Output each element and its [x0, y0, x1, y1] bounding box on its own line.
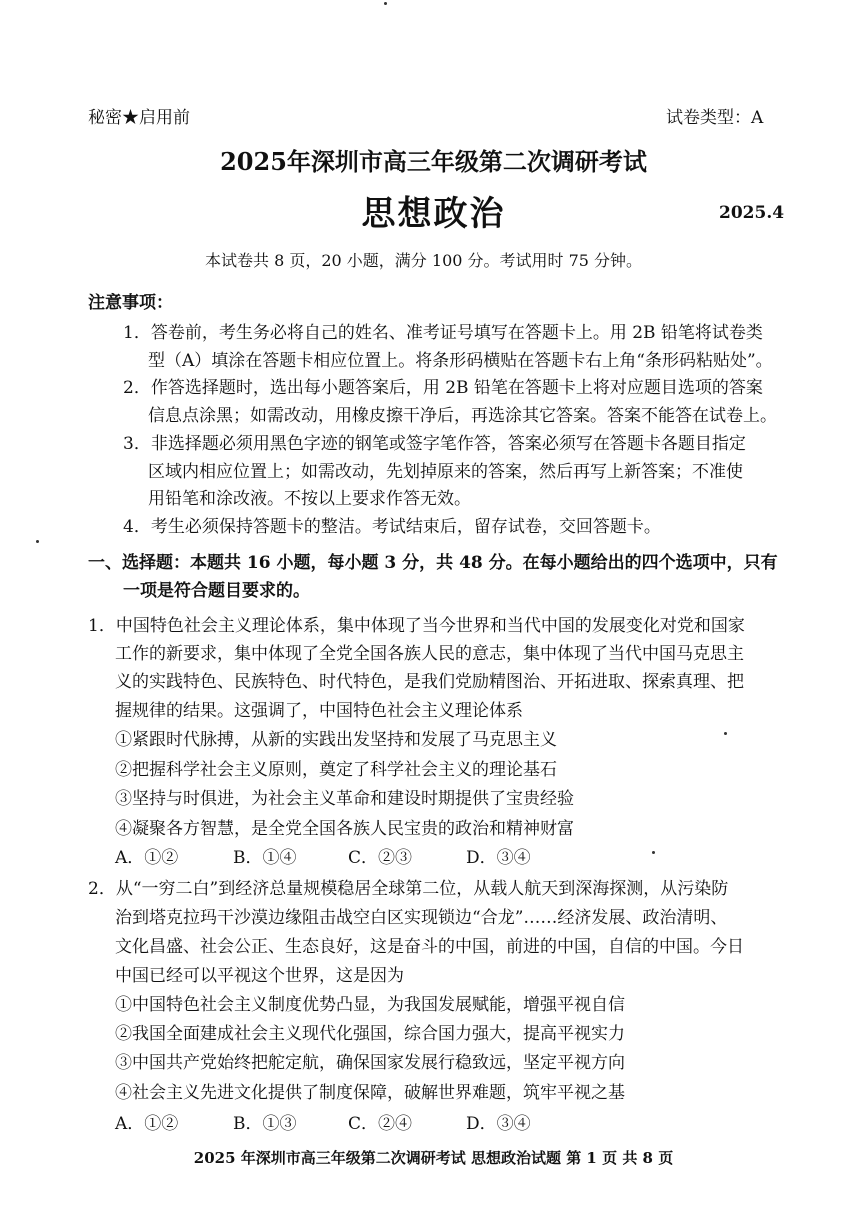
question-1-statement: ③坚持与时俱进，为社会主义革命和建设时期提供了宝贵经验 — [115, 789, 574, 809]
exam-date: 2025.4 — [719, 203, 785, 223]
option-d: D．③④ — [466, 848, 531, 868]
question-1-options — [115, 843, 531, 868]
notes-line: 3．非选择题必须用黑色字迹的钢笔或签字笔作答，答案必须写在答题卡各题目指定 — [123, 434, 746, 454]
question-2-statement: ①中国特色社会主义制度优势凸显，为我国发展赋能，增强平视自信 — [115, 995, 625, 1015]
question-2-statement: ②我国全面建成社会主义现代化强国，综合国力强大，提高平视实力 — [115, 1024, 625, 1044]
notes-heading: 注意事项： — [88, 293, 173, 313]
notes-line: 4．考生必须保持答题卡的整洁。考试结束后，留存试卷，交回答题卡。 — [123, 517, 661, 537]
question-1-statement: ①紧跟时代脉搏，从新的实践出发坚持和发展了马克思主义 — [115, 730, 557, 750]
section-heading-cont: 一项是符合题目要求的。 — [123, 581, 310, 601]
option-c: C．②③ — [348, 848, 413, 868]
question-2-options — [115, 1109, 531, 1134]
notes-line: 型（A）填涂在答题卡相应位置上。将条形码横贴在答题卡右上角“条形码粘贴处”。 — [148, 351, 773, 371]
notes-line: 信息点涂黑；如需改动，用橡皮擦干净后，再选涂其它答案。答案不能答在试卷上。 — [148, 406, 777, 426]
scan-speck — [652, 851, 655, 854]
question-2-stem: 2．从“一穷二白”到经济总量规模稳居全球第二位，从载人航天到深海探测，从污染防 — [88, 879, 729, 899]
exam-title: 2025年深圳市高三年级第二次调研考试 — [220, 147, 647, 176]
option-b: B．①④ — [233, 848, 297, 868]
option-b: B．①③ — [233, 1114, 297, 1134]
question-1-stem: 义的实践特色、民族特色、时代特色，是我们党励精图治、开拓进取、探索真理、把 — [115, 672, 744, 692]
question-2-stem: 治到塔克拉玛干沙漠边缘阻击战空白区实现锁边“合龙”……经济发展、政治清明、 — [115, 908, 728, 928]
subject-title: 思想政治 — [361, 194, 506, 234]
option-a: A．①② — [115, 848, 179, 868]
option-d: D．③④ — [466, 1114, 531, 1134]
secret-label: 秘密★启用前 — [88, 108, 190, 128]
question-1-statement: ④凝聚各方智慧，是全党全国各族人民宝贵的政治和精神财富 — [115, 819, 574, 839]
scan-speck — [384, 2, 387, 5]
exam-info: 本试卷共 8 页，20 小题，满分 100 分。考试用时 75 分钟。 — [205, 251, 643, 270]
notes-line: 区域内相应位置上；如需改动，先划掉原来的答案，然后再写上新答案；不准使 — [148, 462, 743, 482]
notes-line: 用铅笔和涂改液。不按以上要求作答无效。 — [148, 489, 471, 509]
question-1-stem: 1．中国特色社会主义理论体系，集中体现了当今世界和当代中国的发展变化对党和国家 — [88, 616, 745, 636]
question-1-statement: ②把握科学社会主义原则，奠定了科学社会主义的理论基石 — [115, 760, 557, 780]
question-2-stem: 中国已经可以平视这个世界，这是因为 — [115, 966, 404, 986]
question-1-stem: 握规律的结果。这强调了，中国特色社会主义理论体系 — [115, 701, 523, 721]
scan-speck — [36, 540, 39, 543]
scan-speck — [724, 732, 727, 735]
question-2-statement: ③中国共产党始终把舵定航，确保国家发展行稳致远，坚定平视方向 — [115, 1053, 625, 1073]
option-c: C．②④ — [348, 1114, 413, 1134]
option-a: A．①② — [115, 1114, 179, 1134]
question-2-stem: 文化昌盛、社会公正、生态良好，这是奋斗的中国，前进的中国，自信的中国。今日 — [115, 937, 744, 957]
section-heading: 一、选择题：本题共 16 小题，每小题 3 分，共 48 分。在每小题给出的四个选项中，只有 — [88, 553, 778, 573]
question-1-stem: 工作的新要求，集中体现了全党全国各族人民的意志，集中体现了当代中国马克思主 — [115, 644, 744, 664]
paper-type-label: 试卷类型：A — [666, 108, 764, 128]
page-footer: 2025 年深圳市高三年级第二次调研考试 思想政治试题 第 1 页 共 8 页 — [193, 1149, 674, 1167]
notes-line: 2．作答选择题时，选出每小题答案后，用 2B 铅笔在答题卡上将对应题目选项的答案 — [123, 378, 763, 398]
question-2-statement: ④社会主义先进文化提供了制度保障，破解世界难题，筑牢平视之基 — [115, 1083, 625, 1103]
notes-line: 1．答卷前，考生务必将自己的姓名、准考证号填写在答题卡上。用 2B 铅笔将试卷类 — [123, 323, 763, 343]
